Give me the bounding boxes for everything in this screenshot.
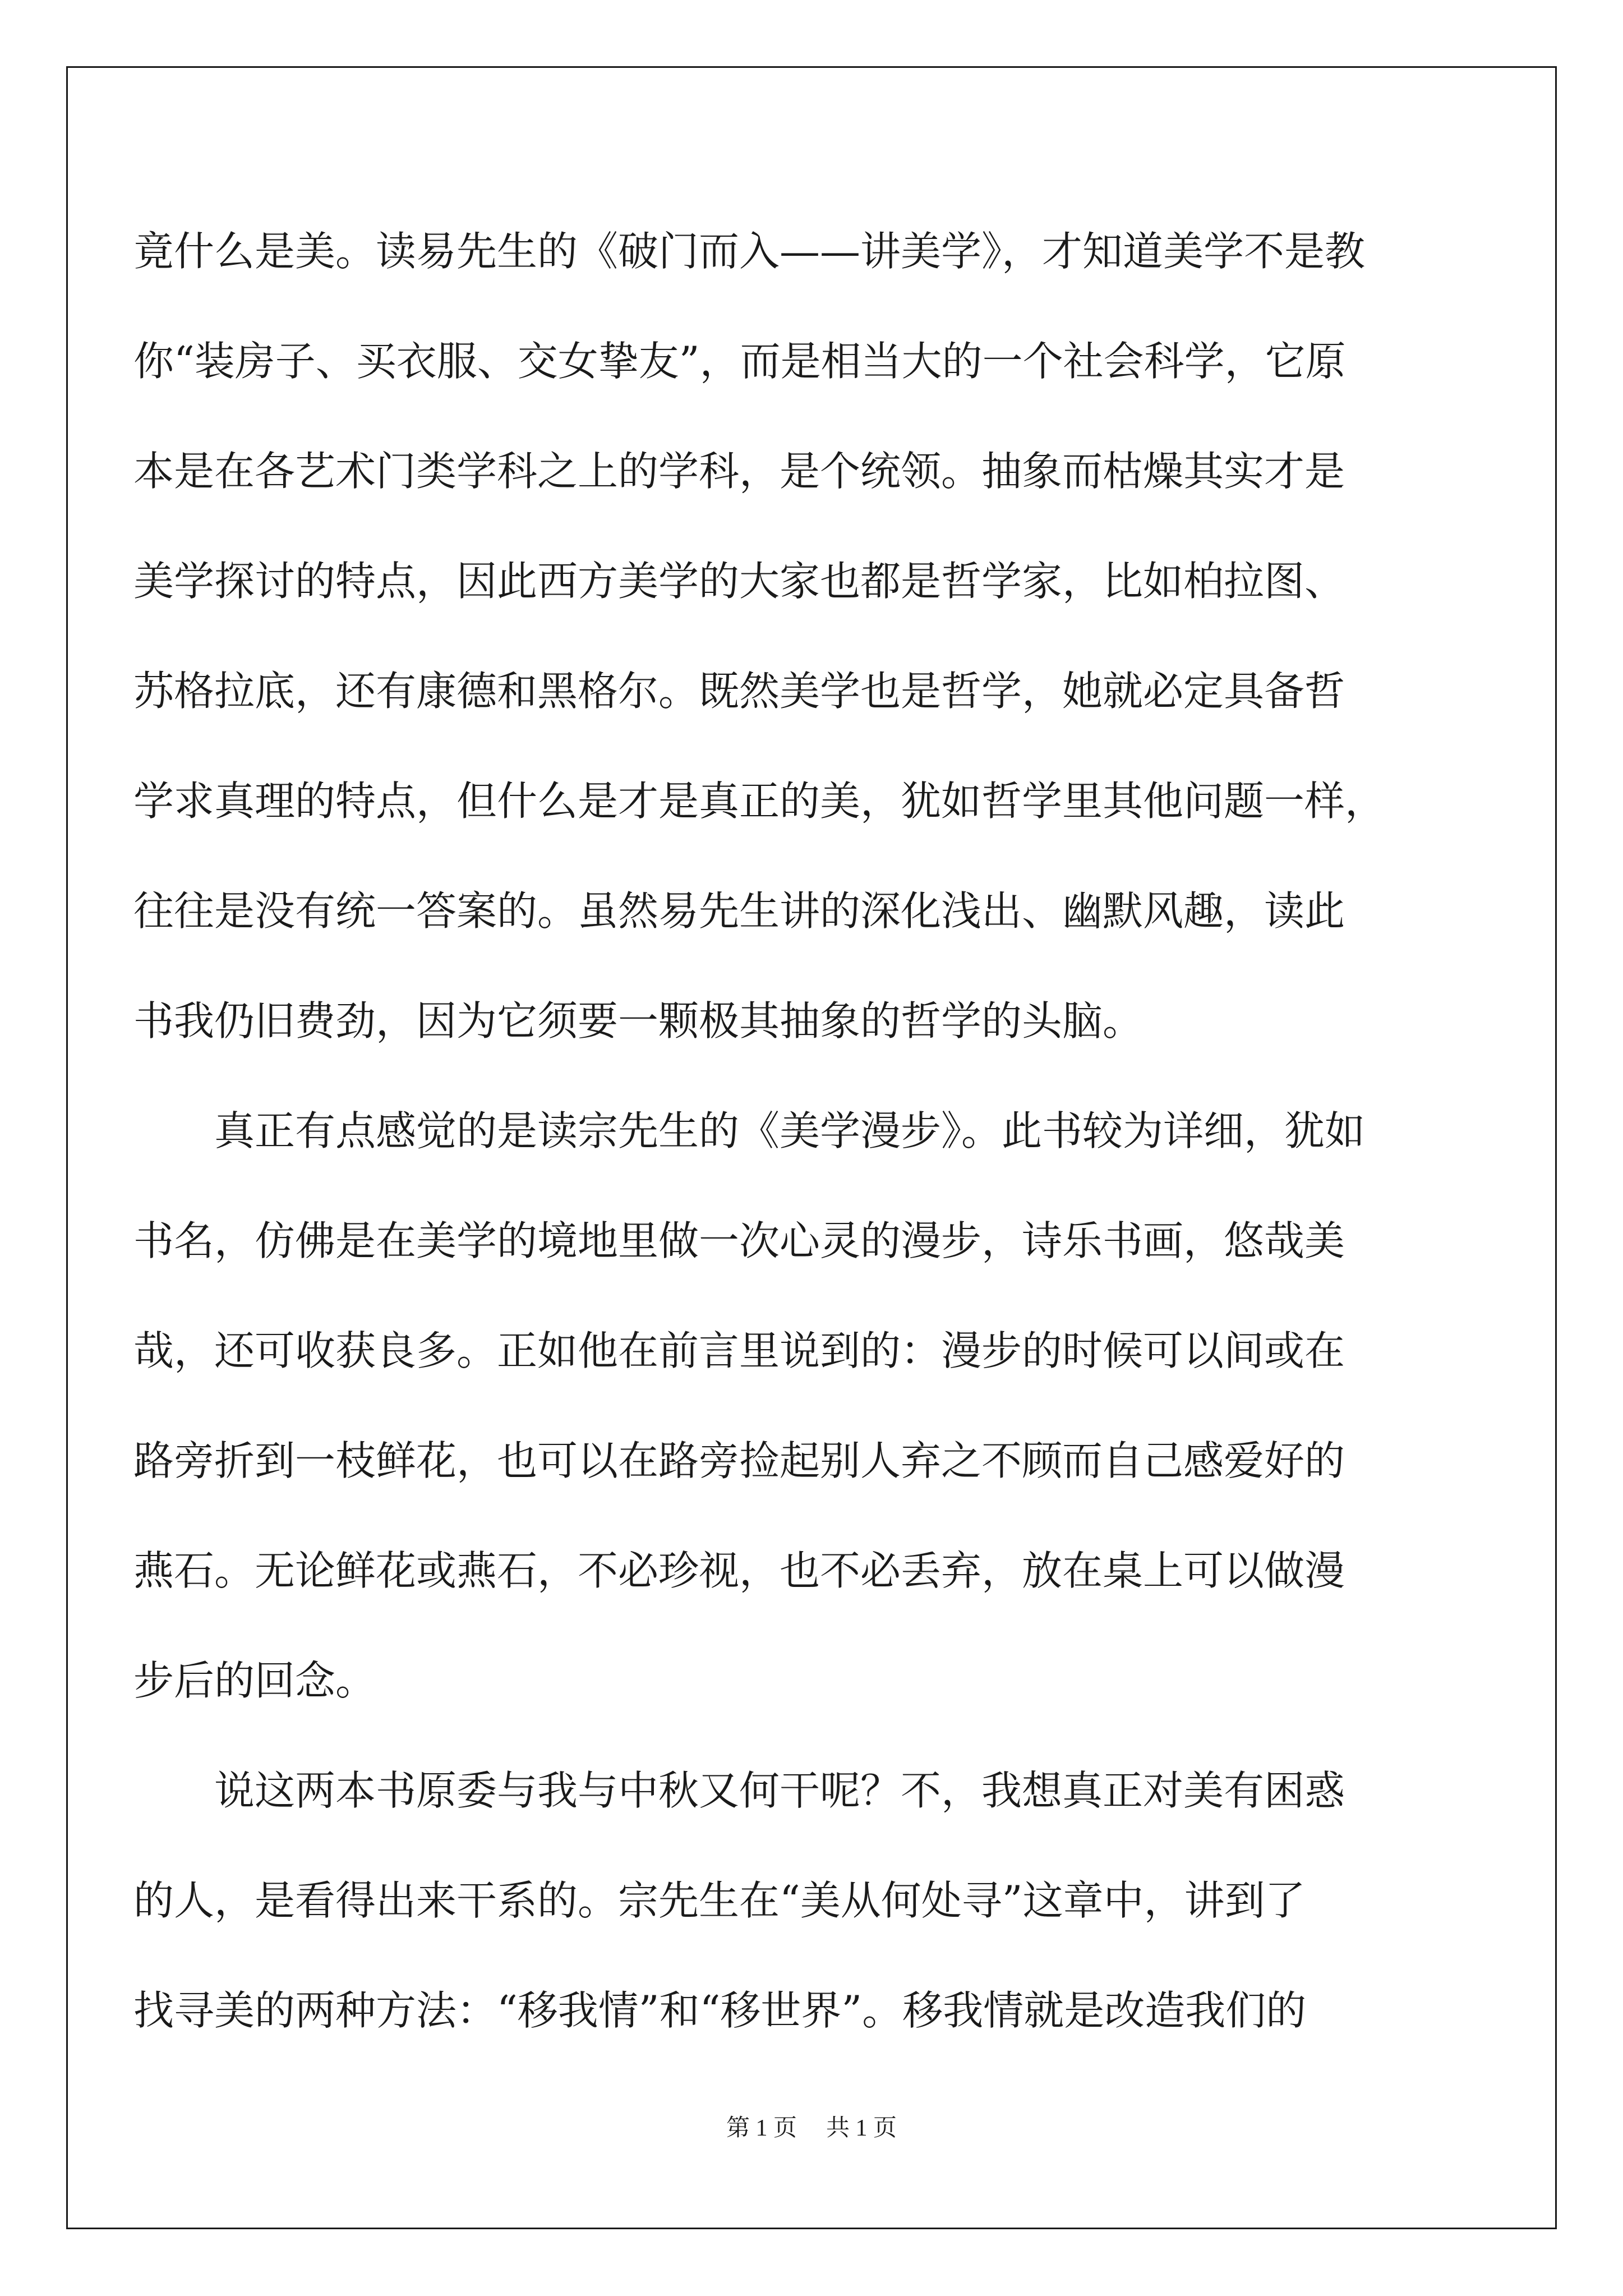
document-body (133, 196, 1491, 2065)
text-line: 你“装房子、买衣服、交女挚友”，而是相当大的一个社会科学，它原 (133, 338, 1346, 385)
text-line: 的人，是看得出来干系的。宗先生在“美从何处寻”这章中，讲到了 (133, 1877, 1306, 1924)
text-line: 真正有点感觉的是读宗先生的《美学漫步》。此书较为详细，犹如 (133, 1107, 1366, 1154)
text-line: 学求真理的特点，但什么是才是真正的美，犹如哲学里其他问题一样， (133, 777, 1386, 825)
text-line: 步后的回念。 (133, 1657, 376, 1704)
text-line: 苏格拉底，还有康德和黑格尔。既然美学也是哲学，她就必定具备哲 (133, 668, 1345, 715)
text-line: 书名，仿佛是在美学的境地里做一次心灵的漫步，诗乐书画，悠哉美 (133, 1217, 1345, 1264)
page-total: 共 1 页 (826, 2115, 897, 2141)
page-footer (0, 2109, 1623, 2143)
text-line: 路旁折到一枝鲜花，也可以在路旁捡起别人弃之不顾而自己感爱好的 (133, 1437, 1345, 1484)
text-line: 本是在各艺术门类学科之上的学科，是个统领。抽象而枯燥其实才是 (133, 448, 1345, 495)
text-line: 竟什么是美。读易先生的《破门而入——讲美学》，才知道美学不是教 (133, 228, 1366, 275)
text-line: 哉，还可收获良多。正如他在前言里说到的：漫步的时候可以间或在 (133, 1327, 1345, 1374)
page-number: 第 1 页 (726, 2115, 797, 2141)
text-line: 往往是没有统一答案的。虽然易先生讲的深化浅出、幽默风趣，读此 (133, 887, 1345, 935)
text-line: 找寻美的两种方法：“移我情”和“移世界”。移我情就是改造我们的 (133, 1987, 1307, 2034)
text-line: 美学探讨的特点，因此西方美学的大家也都是哲学家，比如柏拉图、 (133, 558, 1345, 605)
text-line: 燕石。无论鲜花或燕石，不必珍视，也不必丢弃，放在桌上可以做漫 (133, 1547, 1345, 1594)
text-line: 说这两本书原委与我与中秋又何干呢？不，我想真正对美有困惑 (133, 1767, 1345, 1814)
text-line: 书我仍旧费劲，因为它须要一颗极其抽象的哲学的头脑。 (133, 997, 1144, 1045)
